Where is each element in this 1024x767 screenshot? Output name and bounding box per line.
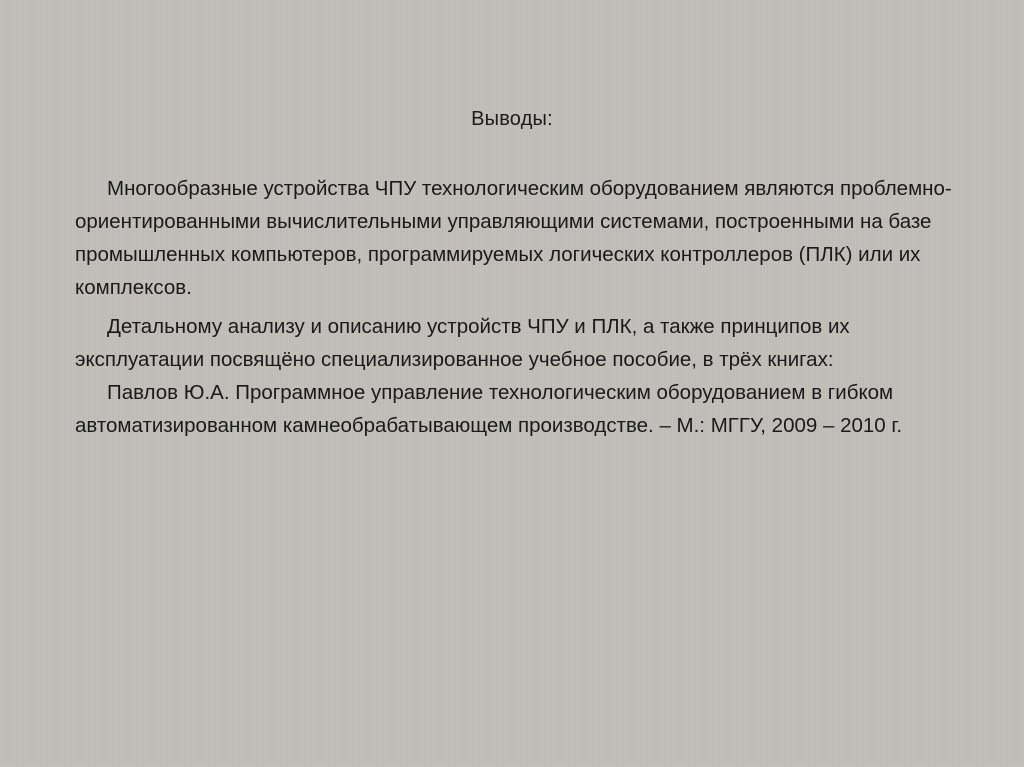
paragraph-conclusion-summary: Многообразные устройства ЧПУ технологическим оборудованием являются проблемно-ориентированными вычислительными управляющими системами, построенными на базе промышленных компьютеров, программируемых логических контроллеров (ПЛК) или их комплексов.: [75, 177, 952, 299]
paragraph-reference-intro: Детальному анализу и описанию устройств ЧПУ и ПЛК, а также принципов их эксплуатации посвящёно специализированное учебное пособие, в трёх книгах:: [75, 315, 850, 371]
slide-title: Выводы:: [471, 108, 553, 130]
paragraph-reference-citation: Павлов Ю.А. Программное управление технологическим оборудованием в гибком автоматизированном камнеобрабатывающем производстве. – М.: МГГУ, 2009 – 2010 г.: [75, 381, 903, 437]
slide-body: [75, 172, 952, 448]
